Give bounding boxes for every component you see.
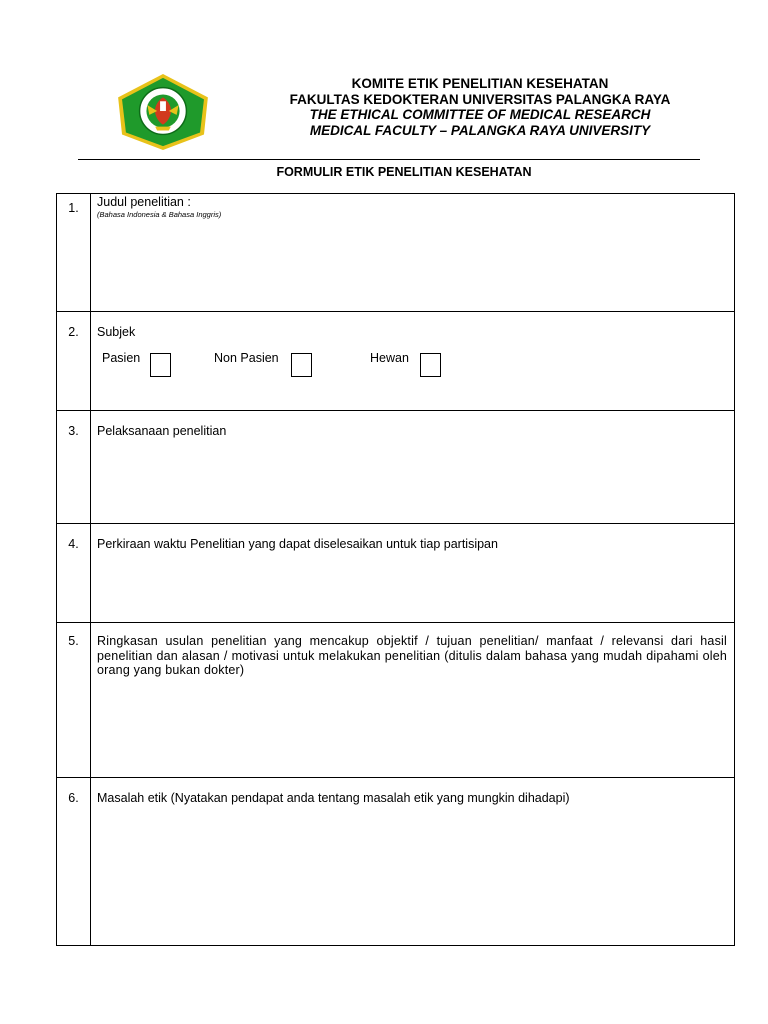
form-title: FORMULIR ETIK PENELITIAN KESEHATAN [276, 165, 532, 179]
research-title-note: (Bahasa Indonesia & Bahasa Inggris) [97, 210, 222, 219]
row-number: 1. [57, 194, 91, 312]
hewan-checkbox[interactable] [420, 353, 441, 377]
hewan-label: Hewan [370, 351, 409, 365]
committee-name: KOMITE ETIK PENELITIAN KESEHATAN [351, 76, 609, 91]
pasien-label: Pasien [102, 351, 141, 365]
subject-option-hewan [370, 351, 441, 377]
row-number: 4. [57, 524, 91, 623]
row-number: 6. [57, 778, 91, 946]
faculty-name: FAKULTAS KEDOKTERAN UNIVERSITAS PALANGKA RAYA [289, 91, 671, 107]
research-summary-field[interactable] [91, 623, 735, 778]
subject-field [91, 312, 735, 411]
research-title-label: Judul penelitian : [97, 195, 191, 209]
ethical-issues-label: Masalah etik (Nyatakan pendapat anda tentang masalah etik yang mungkin dihadapi) [97, 791, 570, 805]
research-implementation-field[interactable] [91, 411, 735, 524]
non-pasien-label: Non Pasien [214, 351, 279, 365]
ethics-form-table [56, 193, 735, 946]
non-pasien-checkbox[interactable] [291, 353, 312, 377]
pasien-checkbox[interactable] [150, 353, 171, 377]
research-implementation-label: Pelaksanaan penelitian [97, 424, 227, 438]
form-row-5 [57, 623, 735, 778]
subject-option-pasien [102, 351, 214, 377]
form-row-2 [57, 312, 735, 411]
row-number: 2. [57, 312, 91, 411]
header-divider [78, 159, 700, 160]
research-title-field[interactable] [91, 194, 735, 312]
subject-label: Subjek [97, 325, 136, 339]
subject-option-non-pasien [214, 351, 370, 377]
row-number: 5. [57, 623, 91, 778]
ethical-issues-field[interactable] [91, 778, 735, 946]
estimated-time-field[interactable] [91, 524, 735, 623]
form-row-3 [57, 411, 735, 524]
university-logo [114, 72, 212, 152]
letterhead [230, 76, 730, 138]
form-row-1 [57, 194, 735, 312]
form-row-4 [57, 524, 735, 623]
row-number: 3. [57, 411, 91, 524]
estimated-time-label: Perkiraan waktu Penelitian yang dapat diselesaikan untuk tiap partisipan [97, 537, 498, 551]
faculty-name-english: MEDICAL FACULTY – PALANGKA RAYA UNIVERSITY [309, 122, 651, 138]
research-summary-label: Ringkasan usulan penelitian yang mencakup objektif / tujuan penelitian/ manfaat / relevansi dari hasil penelitian dan alasan / motivasi untuk melakukan penelitian (ditulis dalam bahasa yang mudah dipahami oleh orang yang bukan dokter) [97, 634, 727, 677]
form-row-6 [57, 778, 735, 946]
subject-options [97, 351, 727, 377]
committee-name-english: THE ETHICAL COMMITTEE OF MEDICAL RESEARCH [309, 107, 651, 122]
